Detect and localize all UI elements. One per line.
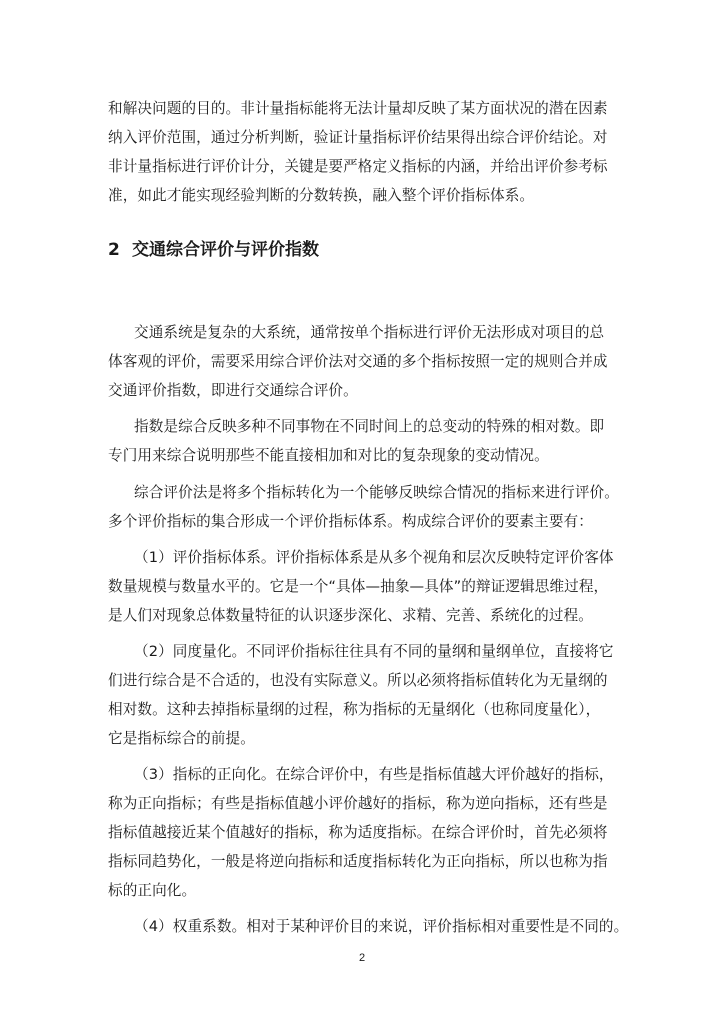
text-line: 数量规模与数量水平的。它是一个“具体—抽象—具体”的辩证逻辑思维过程， — [108, 578, 609, 595]
section-title: 交通综合评价与评价指数 — [132, 240, 319, 260]
text-line: 综合评价法是将多个指标转化为一个能够反映综合情况的指标来进行评价。 — [134, 484, 619, 501]
text-line: 标的正向化。 — [108, 882, 197, 899]
text-line: （4）权重系数。相对于某种评价目的来说，评价指标相对重要性是不同的。 — [134, 918, 629, 935]
text-line: 指标值越接近某个值越好的指标，称为适度指标。在综合评价时，首先必须将 — [108, 824, 608, 841]
text-line: （1）评价指标体系。评价指标体系是从多个视角和层次反映特定评价客体 — [134, 549, 614, 566]
text-line: 非计量指标进行评价计分，关键是要严格定义指标的内涵，并给出评价参考标 — [108, 158, 608, 175]
text-line: 交通系统是复杂的大系统，通常按单个指标进行评价无法形成对项目的总 — [134, 324, 605, 341]
text-line: 交通评价指数，即进行交通综合评价。 — [108, 382, 358, 399]
text-line: 多个评价指标的集合形成一个评价指标体系。构成综合评价的要素主要有： — [108, 513, 593, 530]
text-line: 称为正向指标；有些是指标值越小评价越好的指标，称为逆向指标，还有些是 — [108, 795, 608, 812]
text-line: 专门用来综合说明那些不能直接相加和对比的复杂现象的变动情况。 — [108, 447, 549, 464]
text-line: （3）指标的正向化。在综合评价中，有些是指标值越大评价越好的指标， — [134, 766, 614, 783]
text-line: （2）同度量化。不同评价指标往往具有不同的量纲和量纲单位，直接将它 — [134, 643, 614, 660]
text-line: 是人们对现象总体数量特征的认识逐步深化、求精、完善、系统化的过程。 — [108, 607, 593, 624]
section-heading — [108, 237, 319, 263]
text-line: 指数是综合反映多种不同事物在不同时间上的总变动的特殊的相对数。即 — [134, 418, 605, 435]
section-number: 2 — [108, 240, 120, 260]
text-line: 体客观的评价，需要采用综合评价法对交通的多个指标按照一定的规则合并成 — [108, 353, 608, 370]
text-line: 它是指标综合的前提。 — [108, 730, 255, 747]
text-line: 准，如此才能实现经验判断的分数转换，融入整个评价指标体系。 — [108, 187, 535, 204]
text-line: 纳入评价范围，通过分析判断，验证计量指标评价结果得出综合评价结论。对 — [108, 129, 608, 146]
text-line: 和解决问题的目的。非计量指标能将无法计量却反映了某方面状况的潜在因素 — [108, 100, 608, 117]
text-line: 们进行综合是不合适的，也没有实际意义。所以必须将指标值转化为无量纲的 — [108, 672, 608, 689]
text-line: 指标同趋势化，一般是将逆向指标和适度指标转化为正向指标，所以也称为指 — [108, 853, 608, 870]
page-number: 2 — [358, 952, 366, 964]
text-line: 相对数。这种去掉指标量纲的过程，称为指标的无量纲化（也称同度量化）， — [108, 701, 601, 718]
